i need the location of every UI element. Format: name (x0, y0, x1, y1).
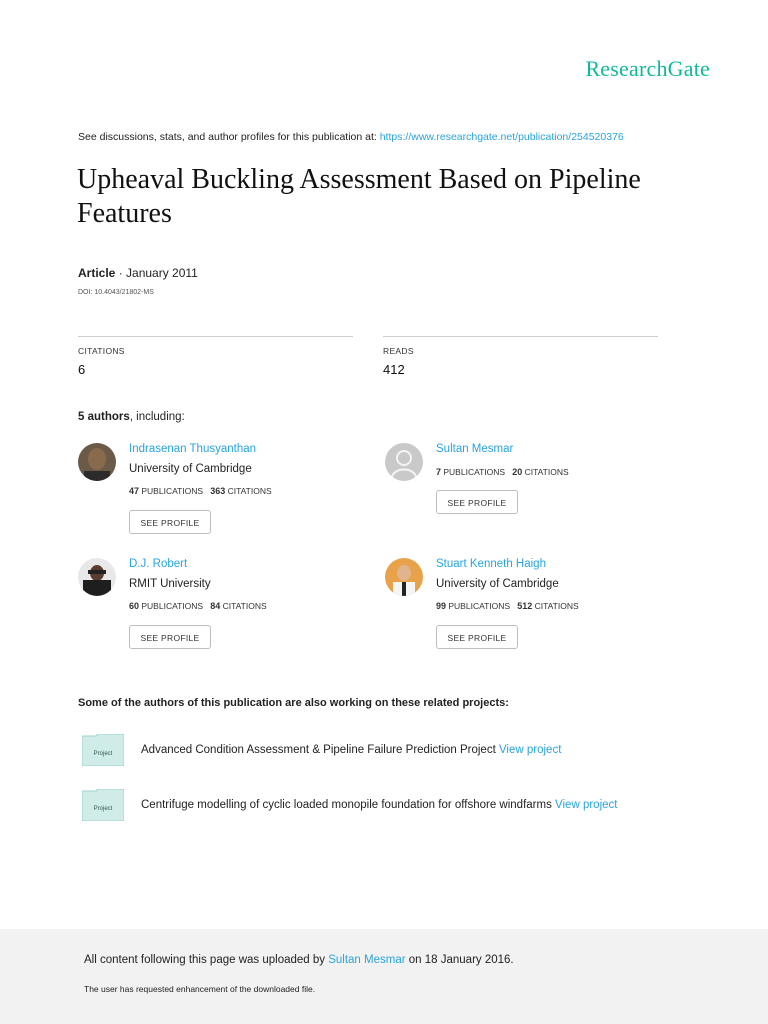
citations-label: CITATIONS (78, 346, 125, 356)
publications-label: PUBLICATIONS (441, 467, 506, 477)
publications-label: PUBLICATIONS (139, 601, 204, 611)
publications-label: PUBLICATIONS (446, 601, 511, 611)
authors-suffix: , including: (129, 411, 185, 423)
publications-count: 47 (129, 486, 140, 496)
discussion-line (78, 131, 624, 143)
project-badge-label: Project (93, 751, 113, 757)
citations-count: 512 (517, 601, 533, 611)
reads-stat (383, 336, 658, 377)
author-stats (436, 467, 569, 477)
project-title: Advanced Condition Assessment & Pipeline Failure Prediction Project (141, 744, 499, 756)
author-stats (129, 486, 272, 496)
view-project-link[interactable]: View project (555, 799, 618, 811)
author-institution: RMIT University (129, 578, 211, 590)
citations-label: CITATIONS (220, 601, 267, 611)
author-stats (129, 601, 267, 611)
author-photo[interactable] (78, 443, 116, 481)
footer (0, 929, 768, 1024)
reads-label: READS (383, 346, 414, 356)
author-photo-placeholder[interactable] (385, 443, 423, 481)
publications-label: PUBLICATIONS (139, 486, 204, 496)
projects-heading: Some of the authors of this publication are also working on these related projects: (78, 697, 509, 709)
discussion-text: See discussions, stats, and author profiles for this publication at: (78, 131, 380, 143)
upload-suffix: on 18 January 2016. (405, 954, 514, 966)
publications-count: 60 (129, 601, 140, 611)
view-project-link[interactable]: View project (498, 744, 562, 756)
researchgate-logo[interactable]: ResearchGate (585, 56, 710, 81)
doi: DOI: 10.4043/21802-MS (78, 289, 154, 296)
citations-value: 6 (78, 362, 86, 377)
authors-count: 5 authors (78, 411, 130, 423)
citations-count: 84 (210, 601, 221, 611)
author-card (78, 443, 378, 553)
see-profile-button[interactable]: SEE PROFILE (129, 625, 211, 649)
author-card (385, 558, 685, 668)
author-photo[interactable] (385, 558, 423, 596)
author-name[interactable]: Indrasenan Thusyanthan (129, 443, 257, 455)
see-profile-button[interactable]: SEE PROFILE (129, 510, 211, 534)
citations-count: 20 (512, 467, 523, 477)
author-card (385, 443, 685, 553)
author-name[interactable]: D.J. Robert (129, 558, 188, 570)
project-item (82, 789, 742, 823)
upload-notice (84, 954, 514, 966)
enhancement-note: The user has requested enhancement of the downloaded file. (84, 984, 316, 994)
see-profile-button[interactable]: SEE PROFILE (436, 625, 518, 649)
project-badge-icon (82, 734, 124, 766)
authors-heading (78, 411, 185, 423)
publications-count: 7 (436, 467, 442, 477)
project-text (141, 744, 561, 756)
author-name[interactable]: Sultan Mesmar (436, 443, 514, 455)
citations-stat (78, 336, 353, 377)
author-institution: University of Cambridge (129, 463, 252, 475)
author-institution: University of Cambridge (436, 578, 559, 590)
citations-count: 363 (210, 486, 226, 496)
publications-count: 99 (436, 601, 447, 611)
citations-label: CITATIONS (225, 486, 272, 496)
project-item (82, 734, 742, 768)
author-photo[interactable] (78, 558, 116, 596)
uploader-link[interactable]: Sultan Mesmar (328, 954, 406, 966)
author-card (78, 558, 378, 668)
publication-title: Upheaval Buckling Assessment Based on Pipeline Features (77, 164, 641, 229)
project-badge-label: Project (93, 806, 113, 812)
article-type: Article (78, 266, 116, 280)
citations-label: CITATIONS (532, 601, 579, 611)
project-text (141, 799, 617, 811)
article-date: · January 2011 (115, 266, 198, 280)
citations-label: CITATIONS (522, 467, 569, 477)
project-badge-icon (82, 789, 124, 821)
reads-value: 412 (383, 362, 405, 377)
see-profile-button[interactable]: SEE PROFILE (436, 490, 518, 514)
author-stats (436, 601, 579, 611)
upload-prefix: All content following this page was uploaded by (84, 954, 329, 966)
author-name[interactable]: Stuart Kenneth Haigh (436, 558, 546, 570)
publication-url-link[interactable]: https://www.researchgate.net/publication/254520376 (379, 131, 624, 143)
article-meta (78, 266, 198, 280)
project-title: Centrifuge modelling of cyclic loaded monopile foundation for offshore windfarms (141, 799, 556, 811)
